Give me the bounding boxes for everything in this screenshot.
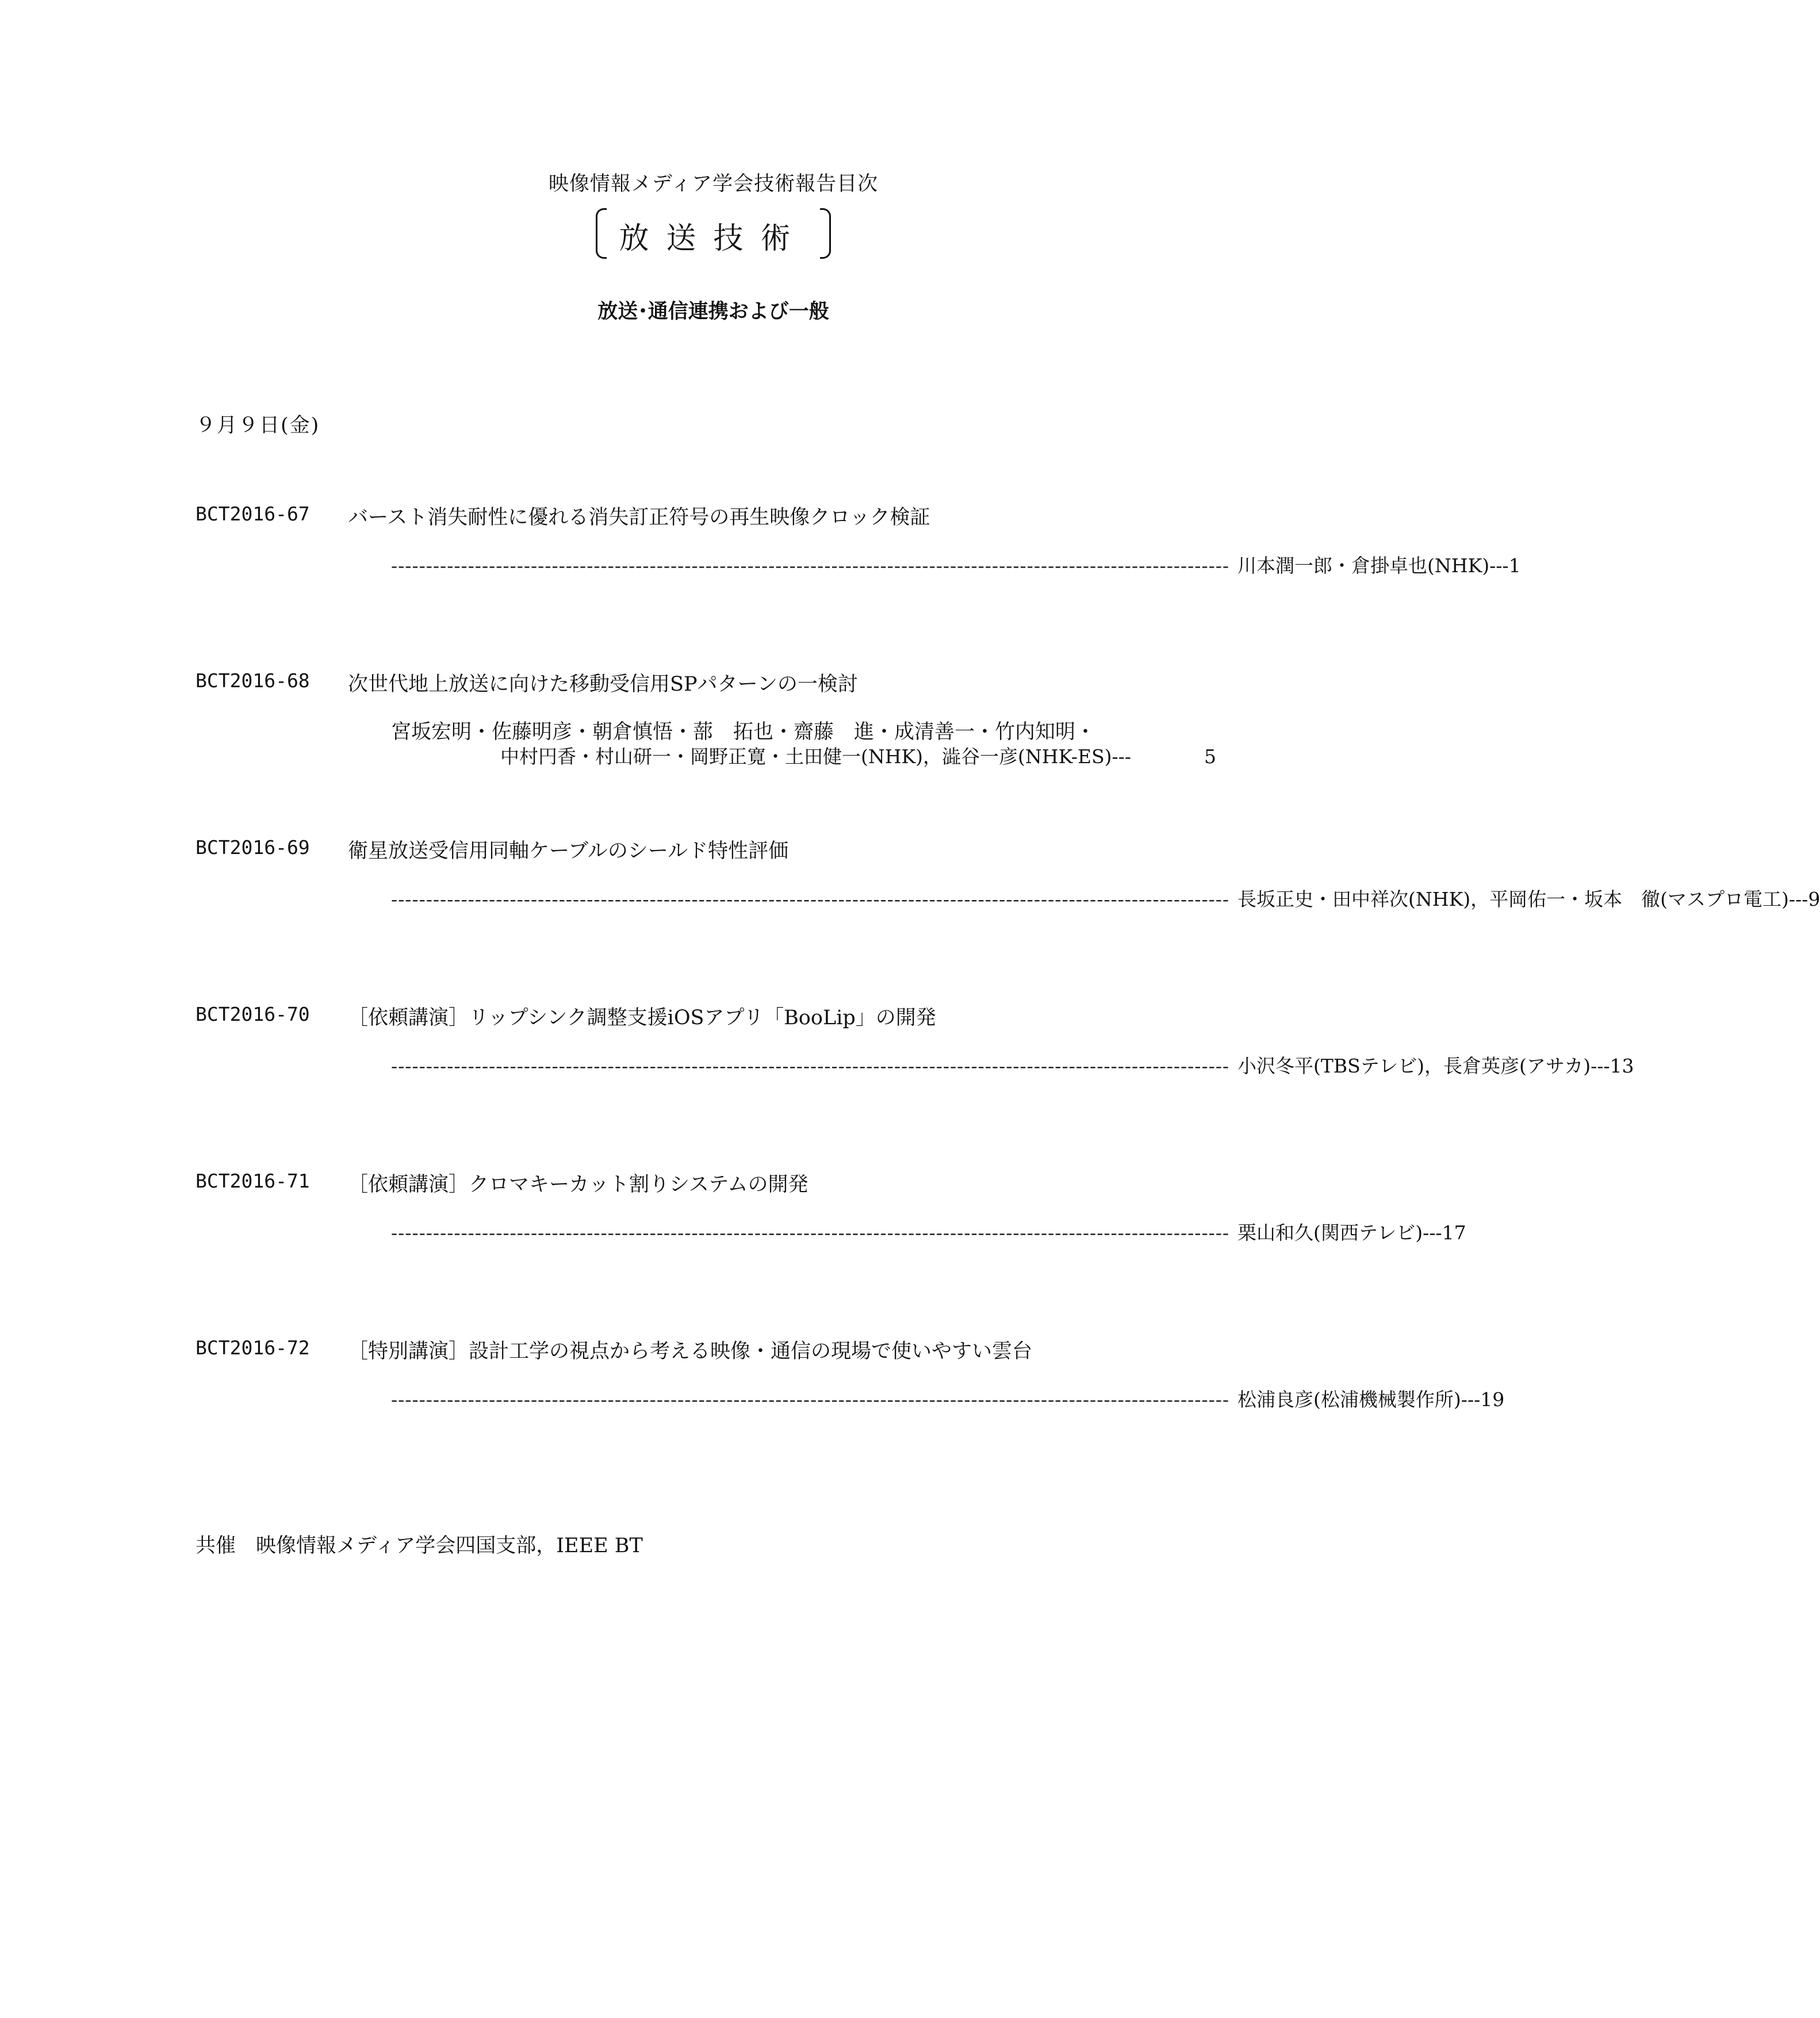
entry-page: 19 <box>1480 1388 1505 1411</box>
co-sponsor-line: 共催 映像情報メディア学会四国支部，IEEE BT <box>196 1534 643 1557</box>
entry-authors-line2 <box>500 742 1216 769</box>
entry-title: ［特別講演］設計工学の視点から考える映像・通信の現場で使いやすい雲台 <box>348 1340 1033 1363</box>
entry-authors: 栗山和久(関西テレビ)--- <box>1237 1221 1442 1244</box>
entry-title: ［依頼講演］リップシンク調整支援iOSアプリ「BooLip」の開発 <box>348 1006 936 1029</box>
entry-code: BCT2016-71 <box>196 1170 310 1192</box>
entry-authors: 川本潤一郎・倉掛卓也(NHK)--- <box>1237 554 1509 577</box>
entry-authors: 小沢冬平(TBSテレビ)，長倉英彦(アサカ)--- <box>1237 1055 1610 1077</box>
entry-authors-line1: 宮坂宏明・佐藤明彦・朝倉慎悟・蔀 拓也・齋藤 進・成清善一・竹内知明・ <box>391 721 1096 744</box>
entry-authors: 長坂正史・田中祥次(NHK)，平岡佑一・坂本 徹(マスプロ電工)--- <box>1237 888 1808 910</box>
entry-code: BCT2016-67 <box>196 503 310 525</box>
entry-authors-line <box>391 1051 1634 1078</box>
entry-code: BCT2016-72 <box>196 1337 310 1359</box>
entry-page: 1 <box>1508 554 1521 577</box>
session-date: ９月９日(金) <box>196 414 320 437</box>
entry-code: BCT2016-68 <box>196 669 310 692</box>
leader-dashes: ------------------------------------------------------------------------------------------------------------------------ <box>391 554 1230 577</box>
entry-title: バースト消失耐性に優れる消失訂正符号の再生映像クロック検証 <box>348 506 930 529</box>
entry-page: 13 <box>1610 1055 1634 1077</box>
left-bracket <box>596 208 607 259</box>
leader-dashes: ------------------------------------------------------------------------------------------------------------------------ <box>391 1221 1230 1244</box>
entry-page: 5 <box>1204 745 1216 768</box>
right-bracket <box>820 208 831 259</box>
entry-authors: 松浦良彦(松浦機械製作所)--- <box>1237 1388 1481 1411</box>
session-subtitle: 放送･通信連携および一般 <box>597 300 829 323</box>
leader-dashes: ------------------------------------------------------------------------------------------------------------------------ <box>391 1055 1230 1077</box>
entry-authors-line <box>391 551 1521 578</box>
entry-authors: 中村円香・村山研一・岡野正寛・土田健一(NHK)，澁谷一彦(NHK-ES)--- <box>500 745 1132 768</box>
entry-title: 次世代地上放送に向けた移動受信用SPパターンの一検討 <box>348 673 858 696</box>
entry-page: 17 <box>1442 1221 1466 1244</box>
entry-code: BCT2016-70 <box>196 1003 310 1025</box>
leader-dashes: ------------------------------------------------------------------------------------------------------------------------ <box>391 1388 1230 1411</box>
entry-authors-line <box>391 884 1820 912</box>
entry-title: ［依頼講演］クロマキーカット割りシステムの開発 <box>348 1173 809 1196</box>
report-header-title: 映像情報メディア学会技術報告目次 <box>548 173 879 196</box>
entry-authors-line <box>391 1385 1505 1412</box>
entry-title: 衛星放送受信用同軸ケーブルのシールド特性評価 <box>348 840 789 863</box>
leader-dashes: ------------------------------------------------------------------------------------------------------------------------ <box>391 888 1230 910</box>
entry-code: BCT2016-69 <box>196 836 310 859</box>
entry-authors-line <box>391 1218 1466 1245</box>
entry-page: 9 <box>1808 888 1820 910</box>
category-text: 放送技術 <box>619 221 808 256</box>
category-heading <box>0 214 1427 257</box>
